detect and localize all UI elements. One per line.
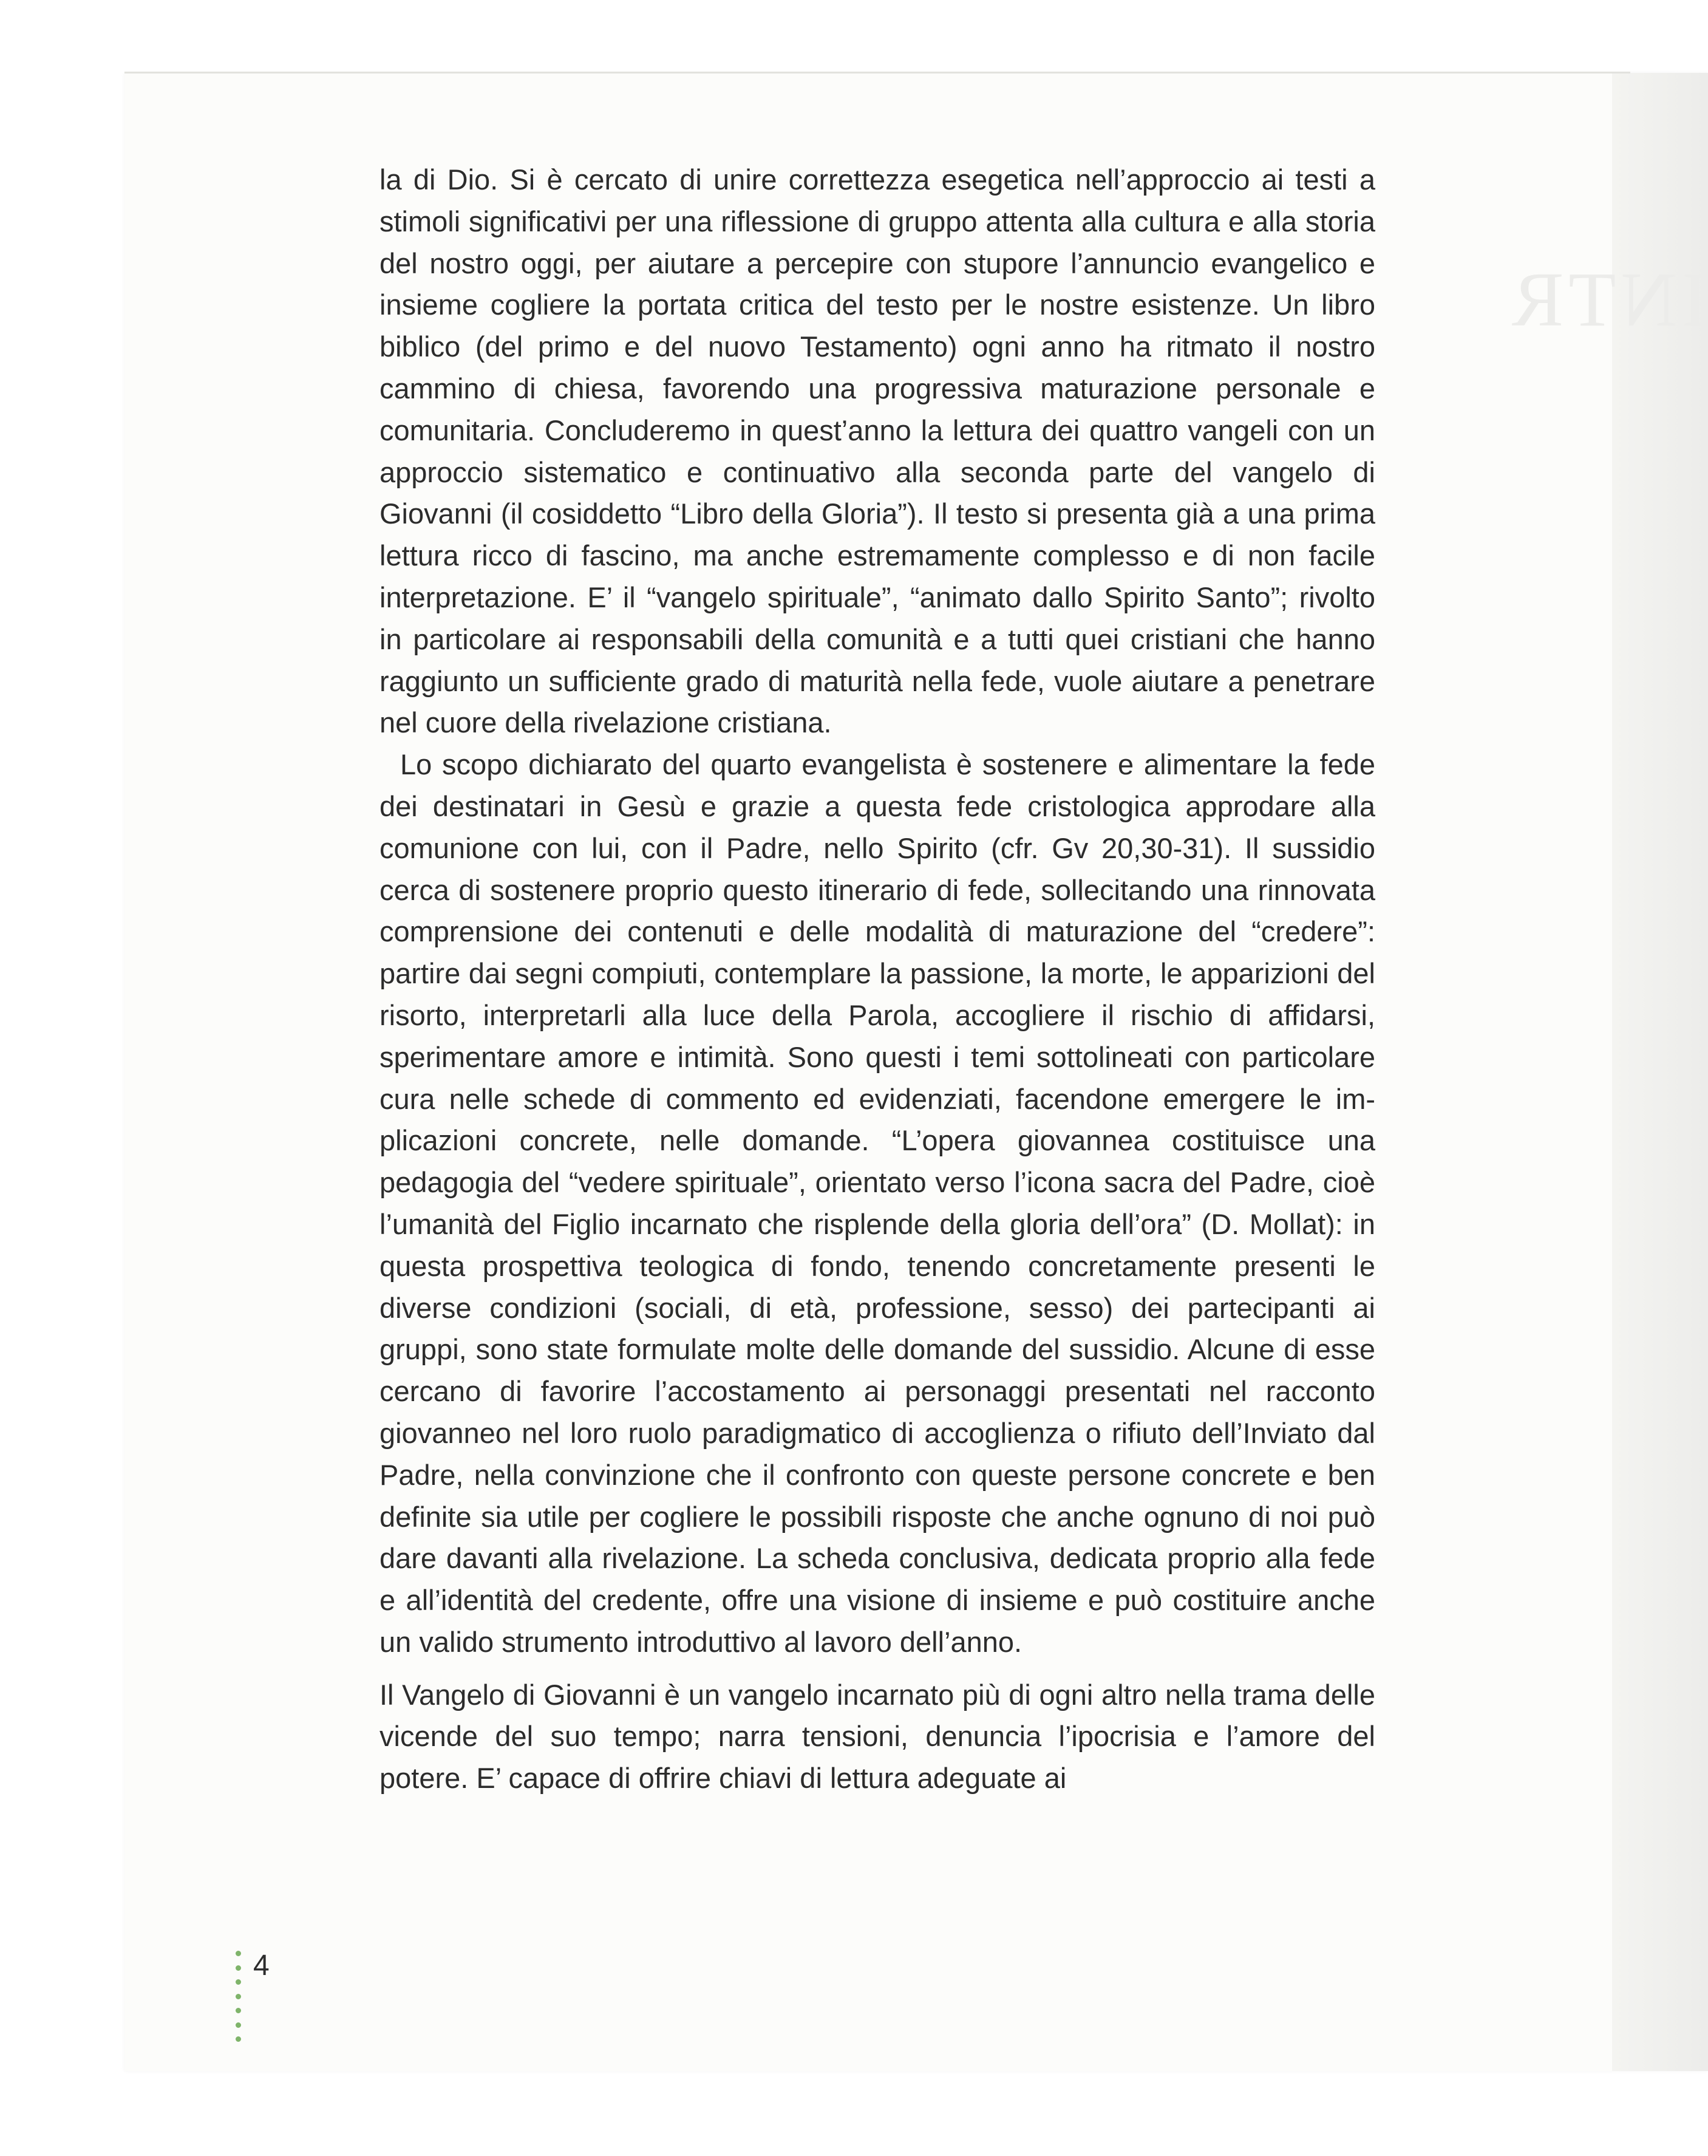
paragraph-2: Lo scopo dichiarato del quarto evangelista è sostenere e alimentare la fede dei destinatari in Gesù e grazie a questa fede cristologica approdare alla comunione con lui, con il Padre, nello Spirito (cfr. Gv 20,30-31). Il sussidio cerca di sostenere proprio questo itinerario di fede, sollecitando una rinnovata comprensione dei contenuti e delle modalità di maturazione del “credere”: partire dai segni compiuti, contemplare la passione, la morte, le apparizioni del risorto, interpretarli alla luce della Parola, accogliere il rischio di affidarsi, sperimentare amore e intimità. Sono questi i temi sottolineati con particolare cura nelle schede di commento ed evidenziati, facendone emergere le implicazioni concrete, nelle domande. “L’opera giovannea costituisce una pedagogia del “vedere spirituale”, orientato verso l’icona sacra del Padre, cioè l’umanità del Figlio incarnato che risplende della gloria dell’ora” (D. Mollat): in questa prospettiva teologica di fondo, tenendo concretamente presenti le diverse condizioni (sociali, di età, professione, sesso) dei partecipanti ai gruppi, sono state formulate molte delle domande del sussidio. Alcune di esse cercano di favorire l’accostamento ai personaggi presentati nel racconto giovanneo nel loro ruolo paradigmatico di accoglienza o rifiuto dell’Inviato dal Padre, nella convinzione che il confronto con queste persone concrete e ben definite sia utile per cogliere le possibili risposte che anche ognuno di noi può dare davanti alla rivelazione. La scheda conclusiva, dedicata proprio alla fede e all’identità del credente, offre una visione di insieme e può costituire anche un valido strumento introduttivo al lavoro dell’anno. xyxy=(379,748,1375,1658)
footer-dots-ornament xyxy=(234,1951,242,2042)
page-top-edge xyxy=(124,72,1630,73)
body-text xyxy=(379,159,1375,1800)
show-through-ghost-heading: INTR xyxy=(1507,256,1708,343)
page-number: 4 xyxy=(253,1950,270,1982)
paragraph-3: Il Vangelo di Giovanni è un vangelo incarnato più di ogni altro nella trama delle vicende del suo tempo; narra tensioni, denuncia l’ipocrisia e l’amore del potere. E’ capace di offrire chiavi di lettura adeguate ai xyxy=(379,1678,1375,1795)
paragraph-1: la di Dio. Si è cercato di unire correttezza esegetica nell’approccio ai testi a stimoli significativi per una riflessione di gruppo attenta alla cultura e alla storia del nostro oggi, per aiutare a percepire con stupore l’annuncio evangelico e insieme cogliere la portata critica del testo per le nostre esistenze. Un libro biblico (del primo e del nuovo Testamento) ogni anno ha ritmato il nostro cammino di chiesa, favorendo una progressiva maturazione personale e comunitaria. Concluderemo in quest’anno la lettura dei quattro vangeli con un approccio sistematico e continuativo alla seconda parte del vangelo di Giovanni (il cosiddetto “Libro della Gloria”). Il testo si presenta già a una prima lettura ricco di fascino, ma anche estremamente complesso e di non facile interpretazione. E’ il “vangelo spirituale”, “animato dallo Spirito Santo”; rivolto in particolare ai responsabili della comunità e a tutti quei cristiani che hanno raggiunto un sufficiente grado di maturità nella fede, vuole aiutare a penetrare nel cuore della rivelazione cristiana. xyxy=(379,163,1375,739)
page-fold-shadow xyxy=(1612,73,1708,2071)
